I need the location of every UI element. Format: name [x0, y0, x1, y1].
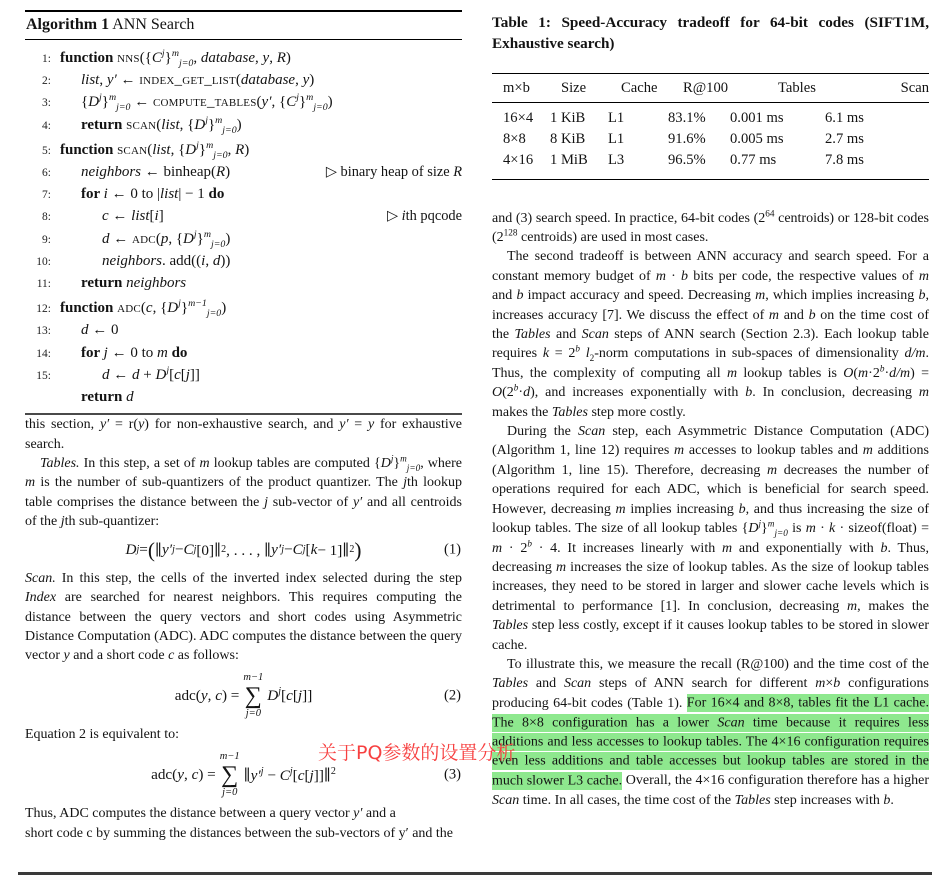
- cell-mxb: 8×8: [503, 131, 526, 148]
- line-number: 12:: [36, 303, 51, 316]
- line-number: 4:: [42, 119, 51, 132]
- cell-scan-time: 7.8 ms: [825, 152, 864, 169]
- algorithm-line: [25, 229, 462, 251]
- line-number: 1:: [42, 53, 51, 65]
- line-number: 15:: [36, 369, 51, 382]
- cell-mxb: 4×16: [503, 152, 534, 169]
- line-code: list, y′ ← index_get_list(database, y): [81, 72, 315, 89]
- line-code: neighbors. add((i, d)): [102, 252, 231, 269]
- line-code: neighbors ← binheap(R): [81, 164, 231, 181]
- cell-size: 8 KiB: [550, 131, 586, 148]
- line-code: for i ← 0 to |list| − 1 do: [81, 186, 225, 203]
- cell-recall: 83.1%: [668, 110, 706, 126]
- column-header: Cache: [621, 80, 658, 96]
- results-table: [492, 73, 929, 180]
- equation-lhs: adc(y, c) =: [151, 766, 216, 784]
- equation-rhs: $\parallel y'^j$ − $C^j[c[j]]\parallel^2$: [243, 765, 336, 784]
- line-number: 9:: [42, 233, 51, 246]
- line-code: d ← $d + D^j[c[j]]$: [102, 364, 200, 383]
- paragraph: this section, y′ = r(y) for non-exhaustive search, and y′ = y for exhaustive search.: [25, 417, 462, 452]
- column-header: m×b: [503, 80, 530, 96]
- line-code: function adc(c, $\{D^j\}^{m-1}_{j=0}$): [60, 298, 227, 320]
- table-header-row: [492, 74, 929, 102]
- line-code: return neighbors: [81, 275, 187, 292]
- line-code: c ← list[i]: [102, 208, 164, 225]
- sigma-symbol: ∑: [221, 761, 239, 788]
- table-caption: Table 1: Speed-Accuracy tradeoff for 64-bit codes (SIFT1M, Exhaustive search): [492, 14, 929, 52]
- algorithm-line: [25, 273, 462, 295]
- cell-cache: L1: [608, 131, 625, 148]
- table-row: [492, 150, 929, 171]
- algorithm-line: [25, 251, 462, 273]
- algorithm-line: [25, 184, 462, 206]
- algorithm-line: [25, 298, 462, 320]
- cell-tables-time: 0.005 ms: [730, 131, 784, 148]
- paragraph: Equation 2 is equivalent to:: [25, 727, 179, 743]
- line-comment: ▷ ith pqcode: [386, 208, 462, 225]
- cell-scan-time: 6.1 ms: [825, 110, 864, 126]
- equation-1: [25, 538, 462, 563]
- line-number: 3:: [42, 97, 51, 110]
- cell-size: 1 MiB: [550, 152, 588, 169]
- equation-number: (2): [443, 687, 461, 704]
- sum-lower-limit: j=0: [245, 708, 261, 720]
- line-number: 14:: [36, 347, 51, 360]
- sum-upper-limit: m−1: [219, 750, 240, 762]
- algorithm-line: [25, 140, 462, 162]
- equation-lhs: adc(y, c) =: [174, 687, 240, 705]
- cell-cache: L3: [608, 152, 625, 169]
- algorithm-lines: [25, 40, 462, 415]
- right-column-text: [492, 209, 929, 811]
- column-header: Size: [561, 80, 587, 96]
- line-code: return scan(list, $\{D^j\}^m_{j=0}$): [81, 114, 242, 136]
- cell-mxb: 16×4: [503, 110, 534, 126]
- algorithm-line: [25, 206, 462, 228]
- equation-body: D j = ( ∥ y′ j − C j [0]∥ 2 , . . . , ∥ y′ j − C j [ k − 1]∥ 2 ): [125, 538, 362, 563]
- sum-operator: [220, 751, 240, 800]
- line-code: function scan(list, $\{D^j\}^m_{j=0}$, R): [60, 139, 250, 161]
- paragraph: Scan. In this step, the cells of the inverted index selected during the step Index are searched for nearest neighbors. This requires computing the distance between the query vectors and short codes using Asymmetric Distance Computation (ADC). ADC computes the distance between the query vector y and a short code c as follows:: [25, 570, 463, 664]
- algorithm-line: [25, 92, 462, 114]
- paragraph: Thus, ADC computes the distance between a query vector y′ and a: [25, 806, 396, 822]
- left-column: [25, 10, 463, 841]
- sum-operator: [243, 672, 263, 721]
- sum-lower-limit: j=0: [222, 787, 238, 799]
- algorithm-header: [25, 12, 462, 40]
- column-header: R@100: [683, 80, 729, 96]
- line-comment: ▷ binary heap of size R: [325, 164, 462, 181]
- paragraph: and (3) search speed. In practice, 64-bit codes ($2^{64}$ centroids) or 128-bit codes ($2^{128}$ centroids) are used in most cases.: [492, 207, 929, 246]
- paragraph: The second tradeoff is between ANN accuracy and search speed. For a constant memory budget of m · b bits per code, the respective values of m and b impact accuracy and speed. Decreasing m, which implies increasing b, increases accuracy [7]. We discuss the effect of m and b on the time cost of the Tables and Scan steps of ANN search (Section 2.3). Each lookup table requires $k = 2^b$ $l_2$-norm computations in sub-spaces of dimensionality d/m. Thus, the complexity of computing all m lookup tables is $O(m\cdot 2^b\cdot d/m) = O(2^b\cdot d)$, and increases exponentially with b. In conclusion, decreasing m makes the Tables step more costly.: [492, 249, 930, 420]
- line-code: d ← 0: [81, 322, 119, 339]
- cell-tables-time: 0.001 ms: [730, 110, 784, 126]
- cell-size: 1 KiB: [550, 110, 586, 126]
- line-number: 7:: [42, 189, 51, 202]
- line-code: d ← adc(p, $\{D^j\}^m_{j=0}$): [102, 228, 231, 250]
- line-code: for j ← 0 to m do: [81, 344, 188, 361]
- algorithm-line: [25, 320, 462, 342]
- cell-cache: L1: [608, 110, 625, 126]
- cell-tables-time: 0.77 ms: [730, 152, 777, 169]
- algorithm-title: ANN Search: [109, 16, 195, 33]
- algorithm-line: [25, 365, 462, 387]
- line-code: $\{D^j\}^m_{j=0}$ ← compute_tables(y′, $\{C^j\}^m_{j=0}$): [81, 92, 333, 114]
- sigma-symbol: ∑: [244, 682, 262, 709]
- line-number: 5:: [42, 144, 51, 157]
- table-body: [492, 103, 929, 179]
- algorithm-line: [25, 115, 462, 137]
- algorithm-line: [25, 70, 462, 92]
- table-bottom-rule: [492, 179, 929, 180]
- algorithm-box: [25, 10, 462, 415]
- line-number: 8:: [42, 211, 51, 224]
- line-code: function $nns(\{C^j\}^m_{j=0}$, database, y, R): [60, 48, 291, 69]
- table-row: [492, 129, 929, 150]
- clipped-text: short code c by summing the distances between the sub-vectors of y′ and the: [25, 825, 454, 841]
- algorithm-line: [25, 387, 462, 408]
- cell-recall: 91.6%: [668, 131, 706, 148]
- line-number: 11:: [36, 278, 51, 291]
- line-number: 13:: [36, 325, 51, 338]
- equation-body: [151, 751, 336, 800]
- paragraph: Tables. In this step, a set of m lookup tables are computed $\{D^j\}^m_{j=0}$, where m is the number of sub-quantizers of the product quantizer. The jth lookup table comprises the distance between the j sub-vector of y′ and all centroids of the jth sub-quantizer:: [25, 453, 463, 530]
- paragraph: To illustrate this, we measure the recall (R@100) and the time cost of the Tables and Scan steps of ANN search for different m×b configurations producing 64-bit codes (Table 1). For 16×4 and 8×8, tables fit the L1 cache. The 8×8 configuration has a lower Scan time because it requires less additions and less accesses to lookup tables. The 4×16 configuration requires even less additions and table accesses but lookup tables are stored in the much slower L3 cache. Overall, the 4×16 configuration therefore has a higher Scan time. In all cases, the time cost of the Tables step increases with b.: [492, 656, 929, 808]
- algorithm-line: [25, 162, 462, 184]
- sum-upper-limit: m−1: [243, 671, 264, 683]
- line-code: return d: [81, 389, 134, 406]
- cell-scan-time: 2.7 ms: [825, 131, 864, 148]
- table-row: [492, 108, 929, 129]
- equation-number: (1): [443, 541, 461, 558]
- column-header: Tables: [778, 80, 816, 96]
- algorithm-line: [25, 343, 462, 365]
- equation-number: (3): [443, 766, 461, 783]
- cell-recall: 96.5%: [668, 152, 706, 169]
- paragraph: During the Scan step, each Asymmetric Distance Computation (ADC) (Algorithm 1, line 12) requires m accesses to lookup tables and m additions (Algorithm 1, line 15). Therefore, decreasing m decreases the number of operations required for each ADC, which is beneficial for search speed. However, decreasing m implies increasing b, and thus increasing the size of lookup tables. The size of all lookup tables $\{D^j\}^m_{j=0}$ is m · k · sizeof(float) = $m \cdot 2^b \cdot 4$. It increases linearly with m and exponentially with b. Thus, decreasing m increases the size of lookup tables. As the size of lookup tables increases, they need to be stored in larger and slower cache levels which is detrimental to performance [1]. In conclusion, decreasing m, makes the Tables step less costly, except if it causes lookup tables to be stored in slower cache.: [492, 424, 929, 653]
- algorithm-line: [25, 48, 462, 70]
- equation-2: [25, 672, 462, 721]
- line-number: 6:: [42, 167, 51, 180]
- line-number: 10:: [36, 255, 51, 268]
- column-header: Scan: [900, 80, 929, 96]
- algorithm-label: Algorithm 1: [26, 16, 110, 33]
- equation-rhs: $D^j[c[j]]$: [267, 685, 313, 705]
- equation-body: [175, 672, 313, 721]
- annotation-red-text: 关于PQ参数的设置分析: [318, 742, 516, 764]
- line-number: 2:: [42, 75, 51, 88]
- partial-clipped-line: [25, 824, 462, 841]
- right-column: [492, 10, 929, 810]
